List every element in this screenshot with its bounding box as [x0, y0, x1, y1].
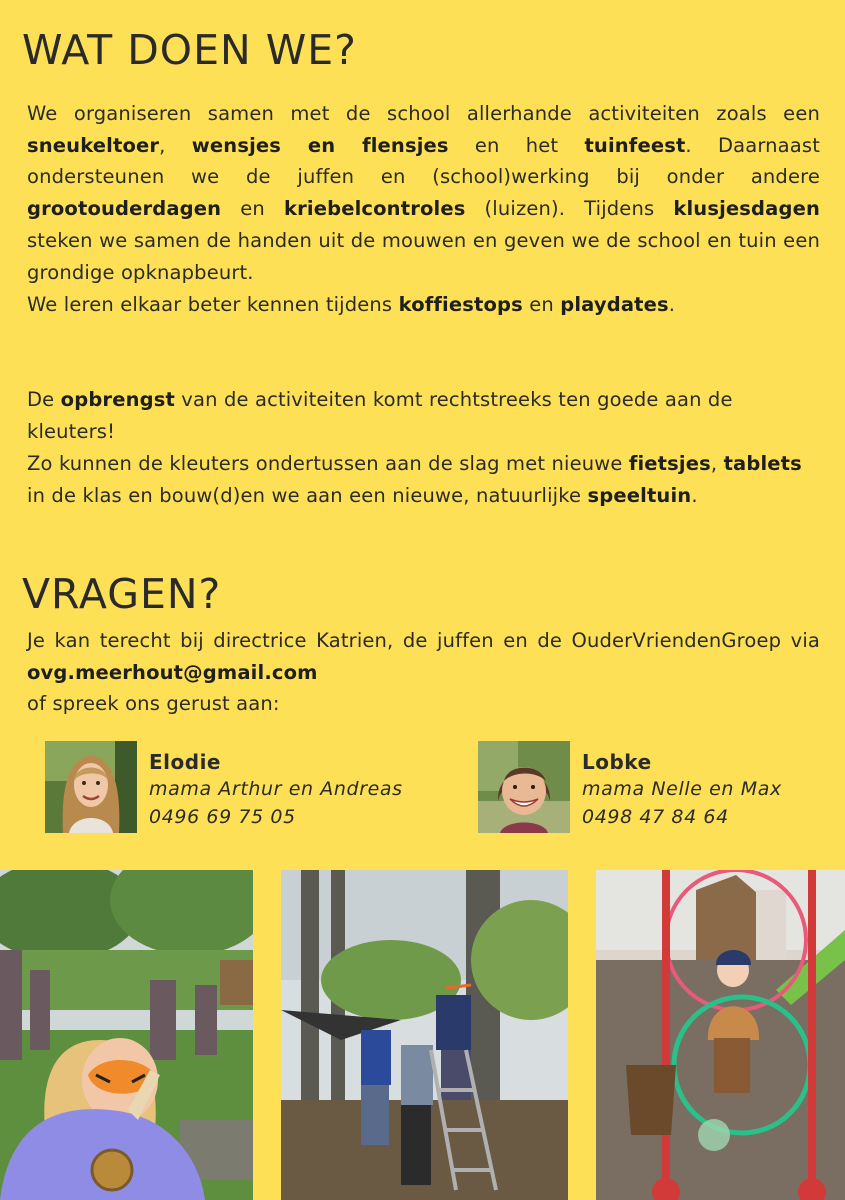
- contact-phone[interactable]: 0496 69 75 05: [149, 806, 296, 828]
- contact-name: Lobke: [582, 750, 652, 774]
- section-title-questions: VRAGEN?: [22, 570, 222, 618]
- avatar: [478, 741, 570, 833]
- avatar: [45, 741, 137, 833]
- photo-parents-working: [281, 870, 568, 1200]
- paragraph-activities: We organiseren samen met de school allerhande activiteiten zoals een sneukeltoer, wensjes en flensjes en het tuinfeest. Daarnaast ondersteunen we de juffen en (school)werking bij onder andere grootouderdagen en kriebelcontroles (luizen). Tijdens klusjesdagen steken we samen de handen uit de mouwen en geven we de school en tuin een grondige opknapbeurt.: [27, 102, 820, 284]
- paragraph-contact: Je kan terecht bij directrice Katrien, de juffen en de OuderVriendenGroep via ovg.meerhout@gmail.com: [27, 629, 820, 684]
- contact-phone[interactable]: 0498 47 84 64: [582, 806, 729, 828]
- photo-toddler-hoops: [596, 870, 845, 1200]
- paragraph-purchases: Zo kunnen de kleuters ondertussen aan de slag met nieuwe fietsjes, tablets in de klas en bouw(d)en we aan een nieuwe, natuurlijke speeltuin.: [27, 452, 802, 507]
- paragraph-proceeds: De opbrengst van de activiteiten komt rechtstreeks ten goede aan de kleuters!: [27, 388, 733, 443]
- paragraph-approach: of spreek ons gerust aan:: [27, 692, 280, 715]
- email-link[interactable]: ovg.meerhout@gmail.com: [27, 660, 318, 684]
- section-title-what-we-do: WAT DOEN WE?: [22, 26, 357, 74]
- paragraph-meeting: We leren elkaar beter kennen tijdens koffiestops en playdates.: [27, 293, 676, 316]
- contact-name: Elodie: [149, 750, 221, 774]
- contact-role: mama Arthur en Andreas: [149, 778, 403, 800]
- contact-role: mama Nelle en Max: [582, 778, 782, 800]
- photo-child-face-paint: [0, 870, 253, 1200]
